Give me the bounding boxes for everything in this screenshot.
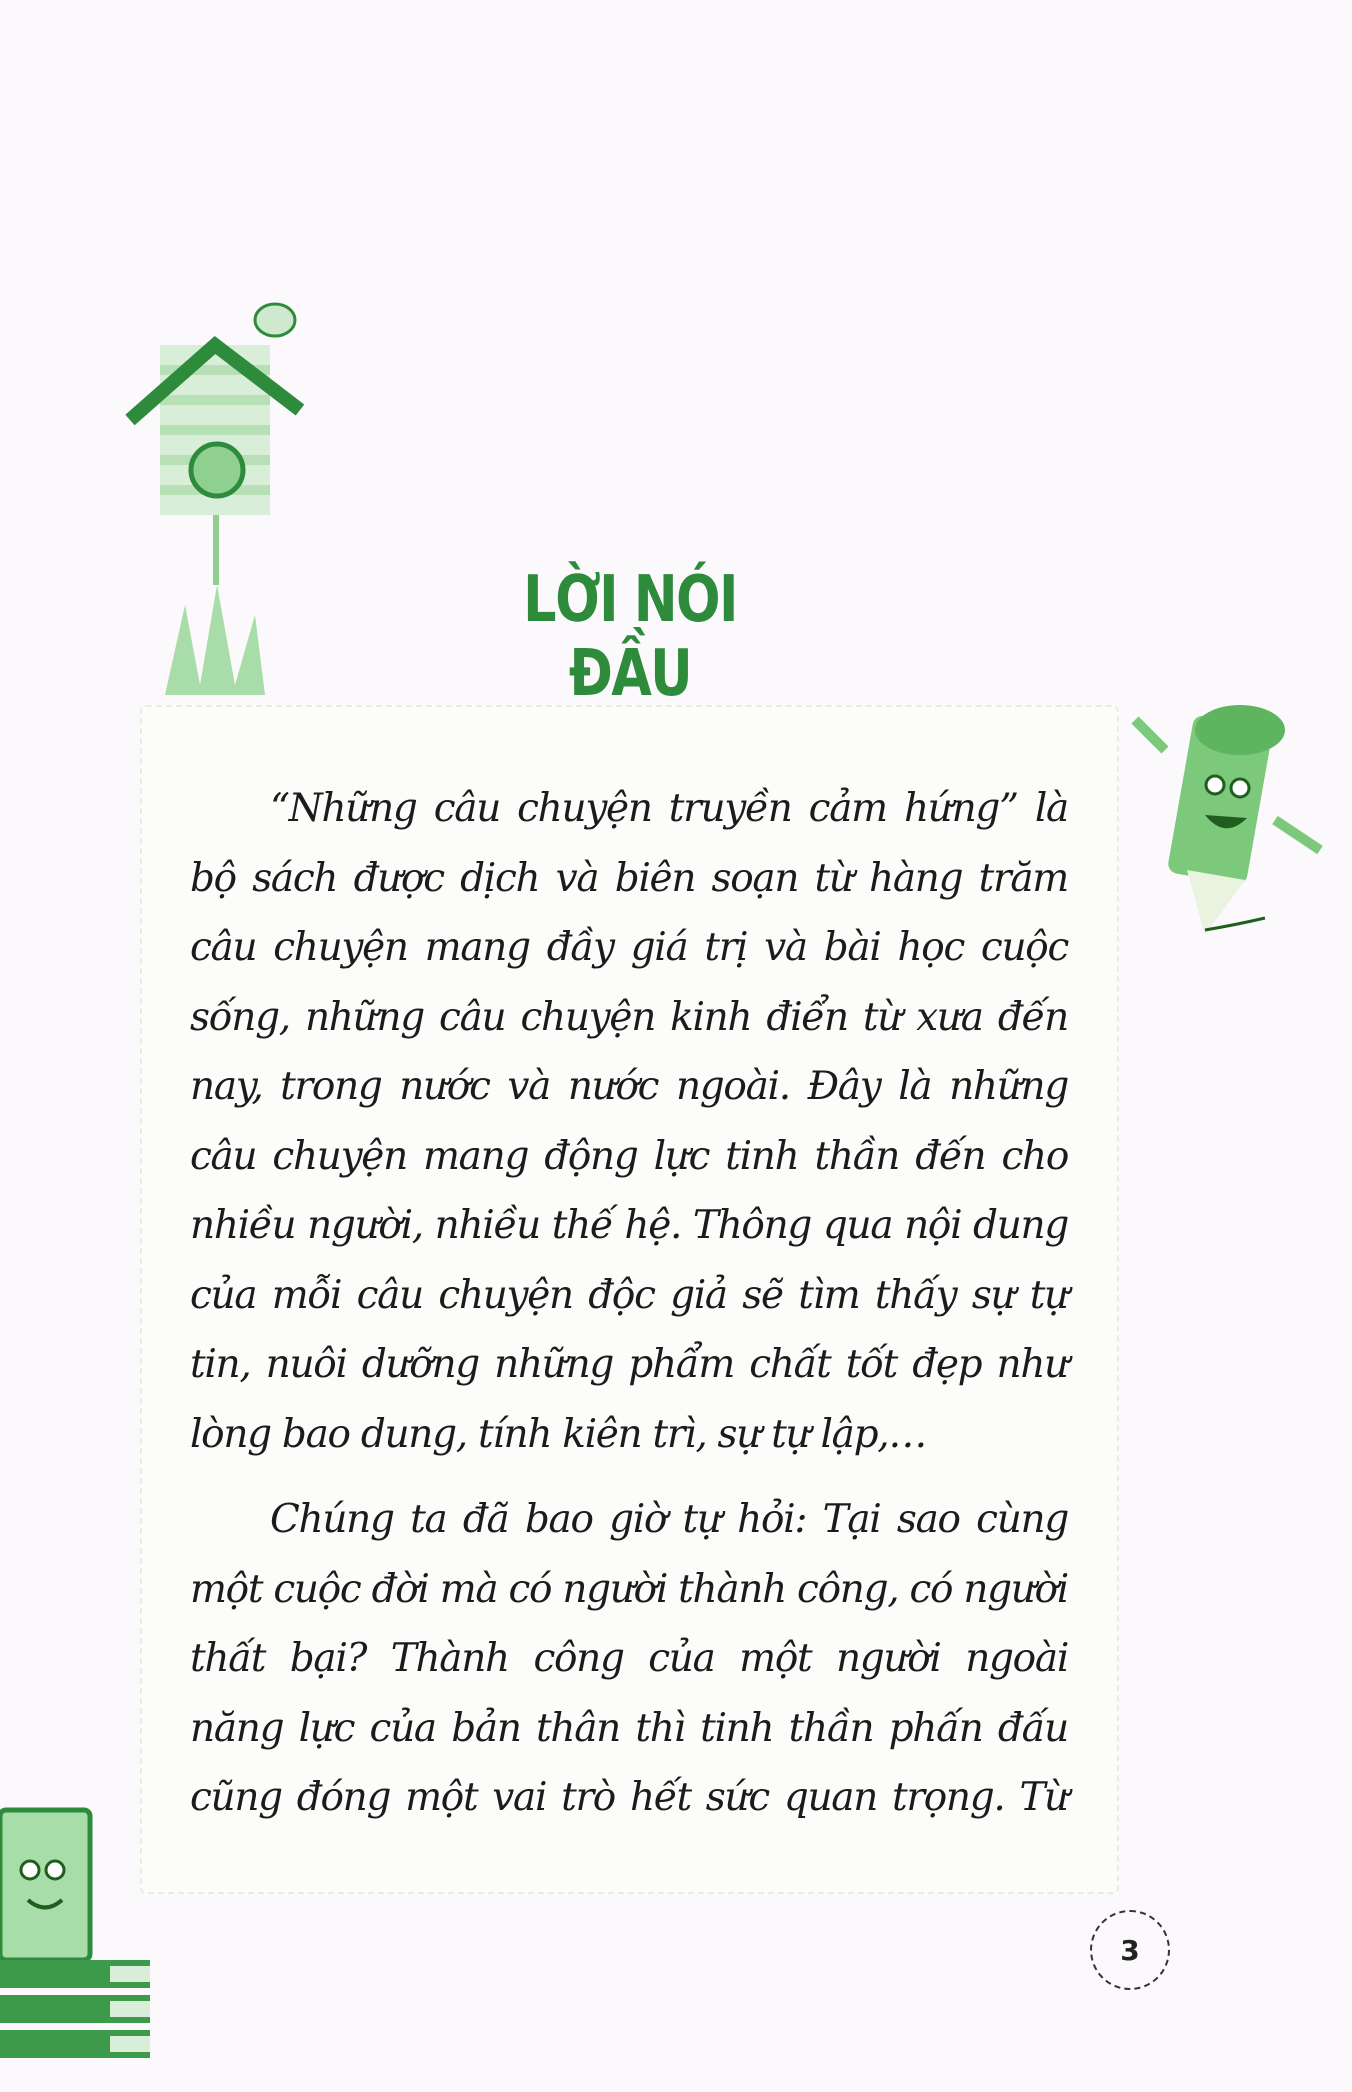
birdhouse-illustration — [125, 285, 305, 705]
text-line: câu chuyện mang đầy giá trị và bài học cuộc — [190, 925, 1068, 970]
page-title: LỜI NÓI ĐẦU — [523, 562, 737, 711]
pencil-mascot-illustration — [1125, 690, 1345, 950]
text-line: câu chuyện mang động lực tinh thần đến cho — [190, 1133, 1068, 1179]
text-line: tin, nuôi dưỡng những phẩm chất tốt đẹp như — [190, 1342, 1068, 1387]
text-line: thất bại? Thành công của một người ngoài — [190, 1636, 1068, 1681]
text-line: sống, những câu chuyện kinh điển từ xưa đến — [190, 994, 1068, 1040]
paragraph-2 — [190, 1485, 1068, 1833]
text-line: một cuộc đời mà có người thành công, có người — [190, 1566, 1068, 1612]
paragraph-1 — [190, 774, 1068, 1469]
text-line: của mỗi câu chuyện độc giả sẽ tìm thấy sự tự — [190, 1272, 1068, 1318]
books-mascot-illustration — [0, 1790, 160, 2090]
text-line: cũng đóng một vai trò hết sức quan trọng. Từ — [190, 1775, 1068, 1820]
page-number: 3 — [1090, 1910, 1170, 1990]
text-line: nay, trong nước và nước ngoài. Đây là những — [190, 1064, 1068, 1109]
text-line: nhiều người, nhiều thế hệ. Thông qua nội dung — [190, 1203, 1068, 1248]
text-line: bộ sách được dịch và biên soạn từ hàng trăm — [190, 855, 1068, 901]
text-line: Chúng ta đã bao giờ tự hỏi: Tại sao cùng — [270, 1497, 1068, 1542]
text-line: năng lực của bản thân thì tinh thần phấn đấu — [190, 1705, 1068, 1751]
text-line: “Những câu chuyện truyền cảm hứng” là — [270, 786, 1068, 831]
text-line: lòng bao dung, tính kiên trì, sự tự lập,… — [190, 1411, 927, 1457]
